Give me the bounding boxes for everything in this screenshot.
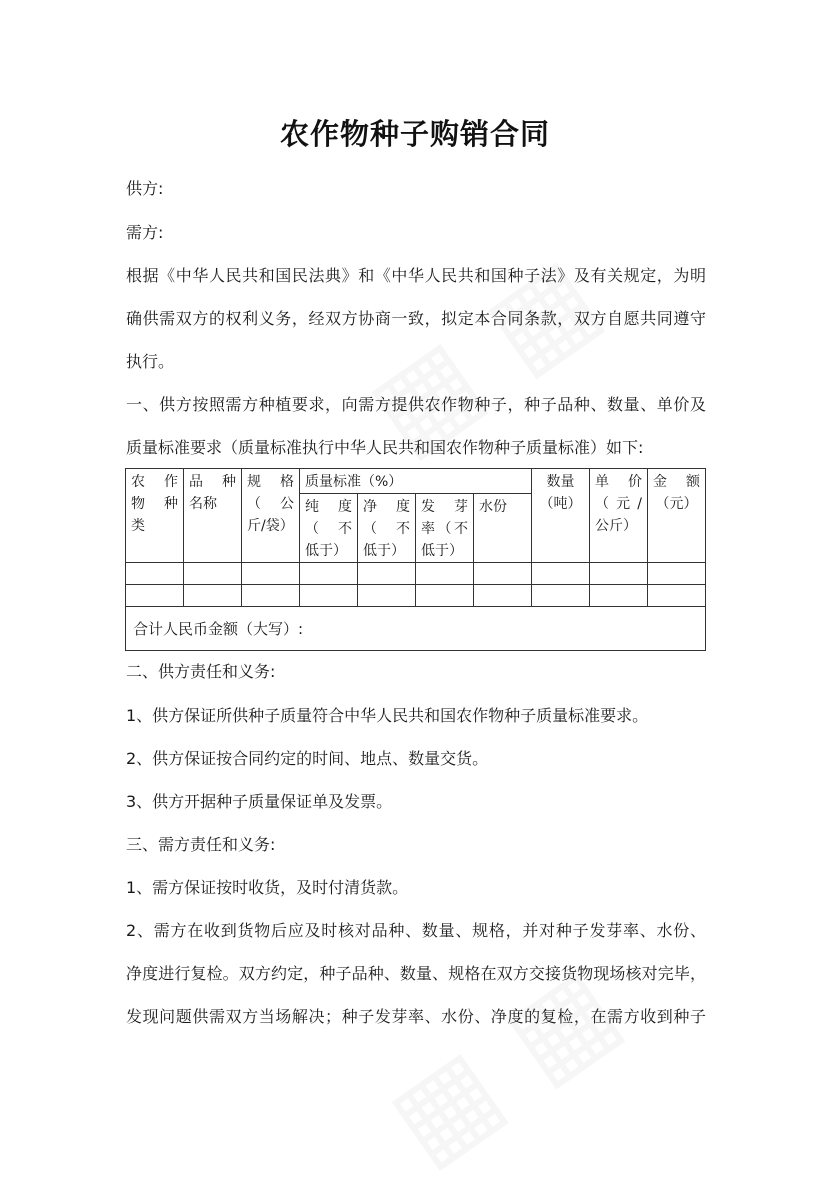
seed-spec-table <box>125 468 706 651</box>
intro-line-2: 确供需双方的权利义务，经双方协商一致，拟定本合同条款，双方自愿共同遵守 <box>126 309 706 328</box>
intro-line-1: 根据《中华人民共和国民法典》和《中华人民共和国种子法》及有关规定，为明 <box>126 266 706 285</box>
section2-item-3: 3、供方开据种子质量保证单及发票。 <box>126 792 393 811</box>
section3-item-1: 1、需方保证按时收货，及时付清货款。 <box>126 878 409 897</box>
document-title: 农作物种子购销合同 <box>279 117 550 151</box>
table-row <box>126 563 706 585</box>
header-germination: 发 芽 率（不 低于） <box>416 494 474 563</box>
section1-line-1: 一、供方按照需方种植要求，向需方提供农作物种子，种子品种、数量、单价及 <box>126 395 706 414</box>
header-spec: 规 格 （ 公 斤/袋） <box>242 469 300 563</box>
section3-item-2-line-3: 发现问题供需双方当场解决；种子发芽率、水份、净度的复检，在需方收到种子 <box>126 1007 706 1026</box>
header-amount: 金 额 （元） <box>648 469 706 563</box>
header-cleanliness: 净 度 （ 不 低于） <box>358 494 416 563</box>
header-variety: 品 种 名称 <box>184 469 242 563</box>
header-moisture: 水份 <box>474 494 532 563</box>
section2-heading: 二、供方责任和义务: <box>126 662 276 681</box>
section3-item-2-line-1: 2、需方在收到货物后应及时核对品种、数量、规格，并对种子发芽率、水份、 <box>126 921 706 940</box>
section3-heading: 三、需方责任和义务: <box>126 835 276 854</box>
header-crop-type: 农 作 物 种 类 <box>126 469 184 563</box>
header-quality-standard: 质量标准（%） <box>300 469 532 494</box>
intro-line-3: 执行。 <box>126 352 175 371</box>
section1-line-2: 质量标准要求（质量标准执行中华人民共和国农作物种子质量标准）如下: <box>126 438 644 457</box>
supplier-line: 供方: <box>126 179 164 198</box>
total-amount-row: 合计人民币金额（大写）: <box>126 607 706 651</box>
section3-item-2-line-2: 净度进行复检。双方约定，种子品种、数量、规格在双方交接货物现场核对完毕， <box>126 964 706 983</box>
header-purity: 纯 度 （ 不 低于） <box>300 494 358 563</box>
header-quantity: 数量 （吨） <box>532 469 590 563</box>
header-unit-price: 单 价 （元/ 公斤） <box>590 469 648 563</box>
buyer-line: 需方: <box>126 223 164 242</box>
table-row <box>126 585 706 607</box>
section2-item-1: 1、供方保证所供种子质量符合中华人民共和国农作物种子质量标准要求。 <box>126 706 649 725</box>
section2-item-2: 2、供方保证按合同约定的时间、地点、数量交货。 <box>126 749 489 768</box>
